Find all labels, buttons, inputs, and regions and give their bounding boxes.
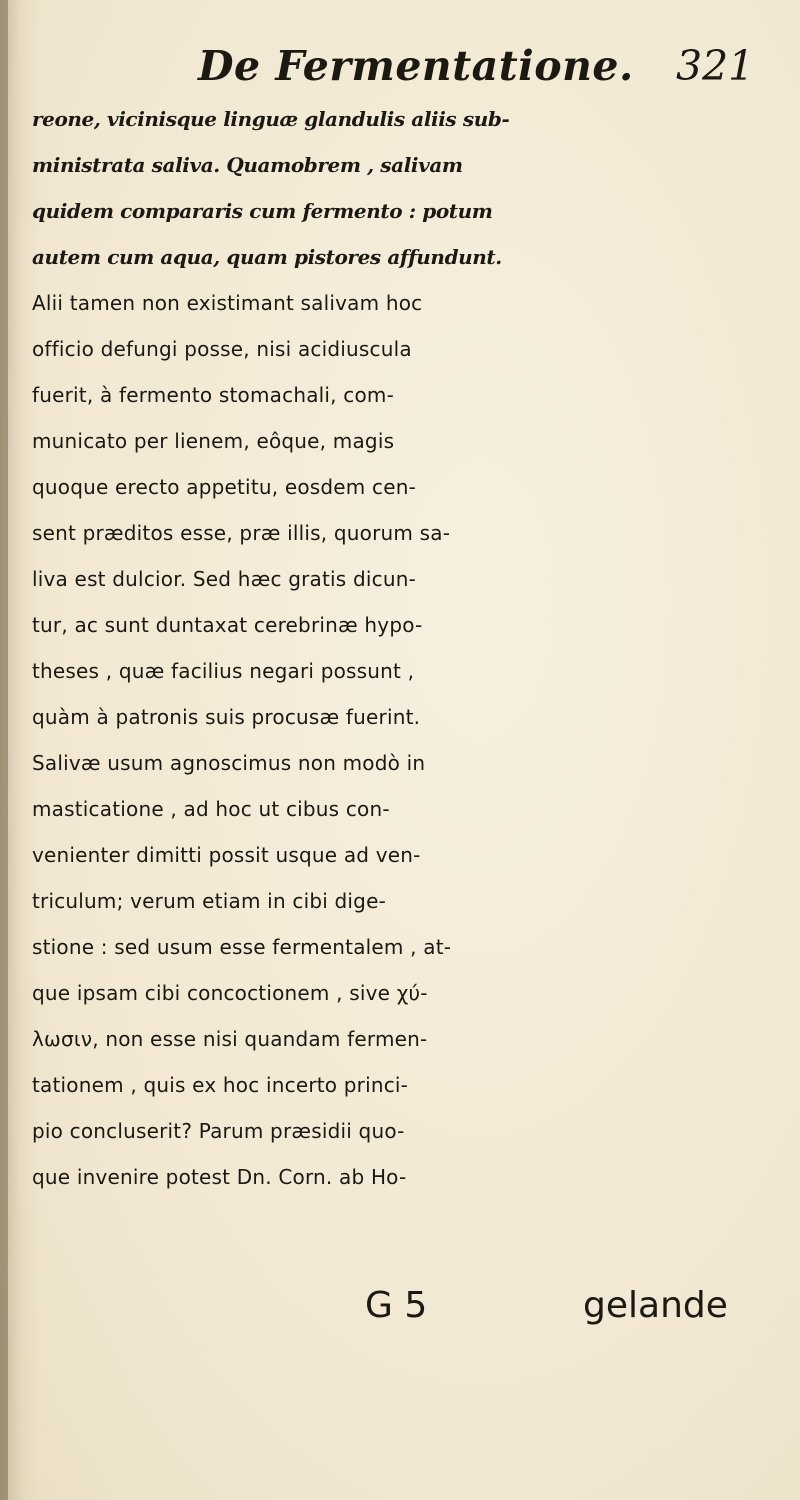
text-line: autem cum aqua, quam pistores affundunt. <box>32 245 502 269</box>
page-header <box>0 42 800 102</box>
text-line: Salivæ usum agnoscimus non modò in <box>32 751 426 775</box>
text-line: pio concluserit? Parum præsidii quo- <box>32 1119 405 1143</box>
text-line: quidem compararis cum fermento : potum <box>32 199 493 223</box>
text-line: stione : sed usum esse fermentalem , at- <box>32 935 452 959</box>
running-title: De Fermentatione. <box>198 42 634 90</box>
text-line: masticatione , ad hoc ut cibus con- <box>32 797 390 821</box>
text-line: tationem , quis ex hoc incerto princi- <box>32 1073 409 1097</box>
page-number: 321 <box>676 42 755 90</box>
text-line: liva est dulcior. Sed hæc gratis dicun- <box>32 567 416 591</box>
text-line: que ipsam cibi concoctionem , sive χύ- <box>32 981 428 1005</box>
page-footer <box>0 1285 800 1335</box>
text-line: officio defungi posse, nisi acidiuscula <box>32 337 412 361</box>
text-line: quoque erecto appetitu, eosdem cen- <box>32 475 417 499</box>
text-line: quàm à patronis suis procusæ fuerint. <box>32 705 421 729</box>
text-line: tur, ac sunt duntaxat cerebrinæ hypo- <box>32 613 423 637</box>
page-gutter-edge <box>0 0 8 1500</box>
text-line: triculum; verum etiam in cibi dige- <box>32 889 387 913</box>
text-line: theses , quæ facilius negari possunt , <box>32 659 415 683</box>
text-line: venienter dimitti possit usque ad ven- <box>32 843 421 867</box>
text-line: ministrata saliva. Quamobrem , salivam <box>32 153 463 177</box>
text-line: sent præditos esse, præ illis, quorum sa- <box>32 521 451 545</box>
signature-mark: G 5 <box>365 1285 428 1326</box>
catchword: gelande <box>583 1285 728 1326</box>
body-text <box>32 96 800 1200</box>
text-line: Alii tamen non existimant salivam hoc <box>32 291 423 315</box>
text-line: municato per lienem, eôque, magis <box>32 429 395 453</box>
text-line: reone, vicinisque linguæ glandulis aliis sub- <box>32 107 510 131</box>
text-line: λωσιν, non esse nisi quandam fermen- <box>32 1027 428 1051</box>
text-line: que invenire potest Dn. Corn. ab Ho- <box>32 1165 407 1189</box>
text-line: fuerit, à fermento stomachali, com- <box>32 383 395 407</box>
